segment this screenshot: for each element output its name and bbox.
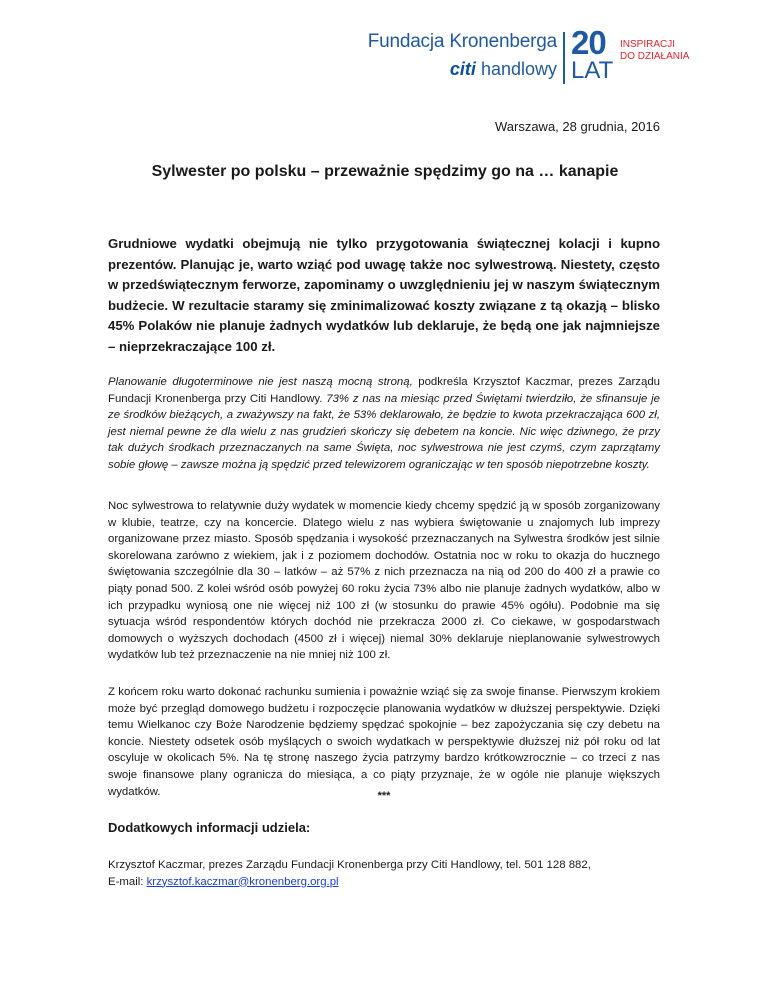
logo-wordmark — [368, 30, 557, 82]
logo-tagline-line2: DO DZIAŁANIA — [620, 51, 690, 62]
body-section-2 — [108, 498, 660, 664]
logo-years-number: 20 — [571, 24, 606, 61]
quote-italic-2: 73% z nas na miesiąc przed Świętami twierdziło, że sfinansuje je ze środków bieżących, a zważywszy na fakt, że 53% deklarowało, że będzie to kwota przekraczająca 600 zł, jest niemal pewne że dla wielu z nas grudzień skończy się debetem na koncie. Nic więc dziwnego, że przy tak dużych środkach przeznaczanych na same Święta, noc sylwestrowa nie jest czymś, czym zaprzątamy sobie głowę – zawsze można ją spędzić przed telewizorem ograniczając w ten sposób niepotrzebne koszty. — [108, 392, 660, 471]
logo-bank-name: handlowy — [480, 59, 557, 79]
logo-tagline — [620, 39, 689, 63]
quote-regular: podkreśla Krzysztof Kaczmar, prezes Zarządu Fundacji Kronenberga przy Citi Handlowy. — [108, 376, 660, 405]
header-logo — [367, 24, 725, 86]
email-link[interactable]: krzysztof.kaczmar@kronenberg.org.pl — [146, 875, 339, 888]
quote-paragraph — [108, 374, 660, 474]
contact-heading: Dodatkowych informacji udziela: — [108, 820, 311, 835]
contact-section — [108, 857, 660, 890]
separator: *** — [377, 790, 391, 802]
logo-years-word: LAT — [571, 57, 614, 84]
body-paragraph-3: Z końcem roku warto dokonać rachunku sumienia i poważnie wziąć się za swoje finanse. Pierwszym krokiem może być przegląd domowego budżetu i rozpoczęcie planowania wydatków w dłuższej perspektywie. Dzięki temu Wielkanoc czy Boże Narodzenie będziemy spędzać spokojnie – bez zapożyczania się czy debetu na koncie. Niestety odsetek osób myślących o swoich wydatkach w perspektywie dłuższej niż pół roku od lat oscyluje w okolicach 5%. Na tę stronę naszego życia patrzymy bardzo krótkowzrocznie – co trzeci z nas swoje finansowe plany ogranicza do miesiąca, a co piąty przyznaje, że w ogóle nie planuje większych wydatków. — [108, 686, 660, 798]
logo-foundation-name: Fundacja Kronenberga — [367, 31, 557, 52]
logo-tagline-line1: INSPIRACJI — [620, 39, 676, 50]
logo-bank-line — [368, 56, 557, 82]
body-paragraph-2: Noc sylwestrowa to relatywnie duży wydatek w momencie kiedy chcemy spędzić ją w sposób zorganizowany w klubie, teatrze, czy na koncercie. Dlatego wielu z nas wybiera świętowanie u znajomych lub imprezy organizowane przez miasto. Sposób spędzania i wysokość przeznaczanych na Sylwestra środków jest silnie skorelowana zarówno z wiekiem, jak i z poziomem dochodów. Ostatnia noc w roku to okazja do hucznego świętowania szczególnie dla 30 – latków – aż 57% z nich przeznacza na nią od 200 do 400 zł a prawie co piąty ponad 500. Z kolei wśród osób powyżej 60 roku życia 73% albo nie planuje żadnych wydatków, albo w ich przypadku wyniosą one nie więcej niż 100 zł (w stosunku do prawie 45% ogółu). Podobnie ma się sytuacja wśród respondentów których dochód nie przekracza 2000 zł. Co ciekawe, w gospodarstwach domowych o wyższych dochodach (4500 zł i więcej) niemal 30% deklaruje nieplanowanie sylwestrowych wydatków lub też przeznaczenie na nie mniej niż 100 zł. — [108, 500, 660, 662]
contact-email-line — [108, 874, 660, 891]
page-title: Sylwester po polsku – przeważnie spędzimy go na … kanapie — [151, 163, 619, 180]
body-section-3 — [108, 684, 660, 800]
quote-section — [108, 374, 660, 474]
lead-section — [108, 234, 660, 358]
email-label: E-mail: — [108, 875, 147, 888]
logo-divider — [563, 32, 565, 84]
date-line: Warszawa, 28 grudnia, 2016 — [494, 119, 660, 134]
lead-paragraph: Grudniowe wydatki obejmują nie tylko przygotowania świątecznej kolacji i kupno prezentów. Planując je, warto wziąć pod uwagę także noc sylwestrową. Niestety, często w przedświątecznym ferworze, zapominamy o uwzględnieniu jej w naszym świątecznym budżecie. W rezultacie staramy się zminimalizować koszty związane z tą okazją – blisko 45% Polaków nie planuje żadnych wydatków lub deklaruje, że będą one jak najmniejsze – nieprzekraczające 100 zł. — [108, 236, 660, 354]
citi-logo-icon: citi — [449, 59, 476, 79]
contact-line: Krzysztof Kaczmar, prezes Zarządu Fundacji Kronenberga przy Citi Handlowy, tel. 501 128 882, — [108, 859, 591, 871]
quote-italic-1: Planowanie długoterminowe nie jest naszą mocną stroną, — [108, 376, 413, 388]
